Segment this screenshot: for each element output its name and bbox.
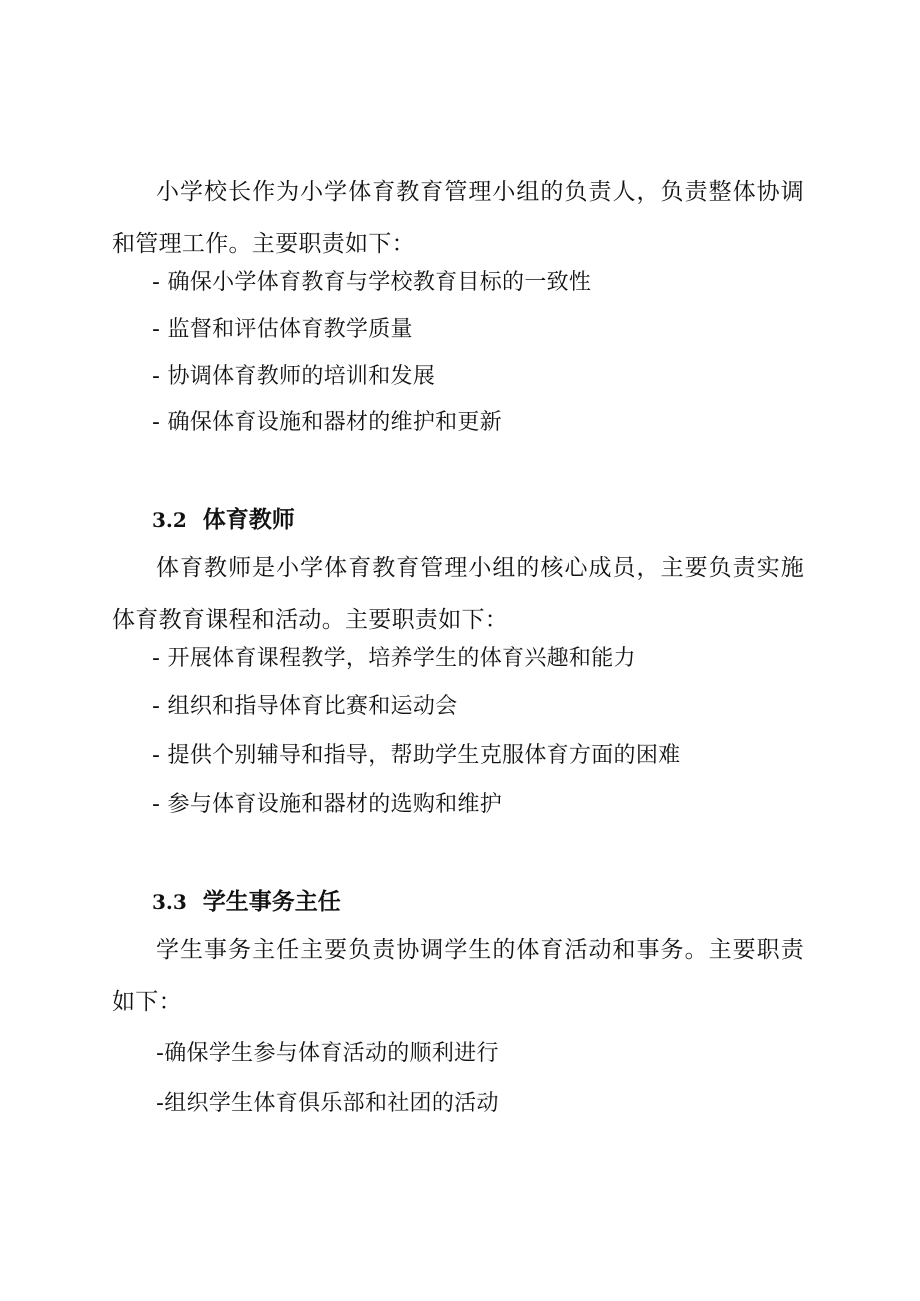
- section-3-1-item-1: - 确保小学体育教育与学校教育目标的一致性: [152, 270, 592, 295]
- section-3-3-heading: [152, 887, 341, 917]
- section-3-2-item-3: - 提供个别辅导和指导，帮助学生克服体育方面的困难: [152, 743, 681, 768]
- section-3-3-number: 3.3: [152, 890, 187, 914]
- section-3-3-item-1: -确保学生参与体育活动的顺利进行: [156, 1041, 499, 1066]
- section-3-2-item-2: - 组织和指导体育比赛和运动会: [152, 694, 458, 719]
- section-3-2-item-4: - 参与体育设施和器材的选购和维护: [152, 792, 503, 817]
- section-3-3-title: 学生事务主任: [202, 889, 341, 915]
- section-3-3-intro: 学生事务主任主要负责协调学生的体育活动和事务。主要职责如下：: [112, 937, 804, 1015]
- section-3-1-item-4: - 确保体育设施和器材的维护和更新: [152, 410, 503, 435]
- section-3-2-item-1: - 开展体育课程教学，培养学生的体育兴趣和能力: [152, 646, 636, 671]
- section-3-3-item-2: -组织学生体育俱乐部和社团的活动: [156, 1091, 499, 1116]
- section-3-1-intro: 小学校长作为小学体育教育管理小组的负责人，负责整体协调和管理工作。主要职责如下：: [112, 179, 804, 257]
- section-3-2-heading: [152, 505, 295, 535]
- section-3-2-number: 3.2: [152, 508, 187, 532]
- section-3-1-item-2: - 监督和评估体育教学质量: [152, 317, 413, 342]
- section-3-2-title: 体育教师: [202, 507, 295, 533]
- section-3-1-item-3: - 协调体育教师的培训和发展: [152, 364, 436, 389]
- section-3-2-intro: 体育教师是小学体育教育管理小组的核心成员，主要负责实施体育教育课程和活动。主要职责如下：: [112, 555, 804, 633]
